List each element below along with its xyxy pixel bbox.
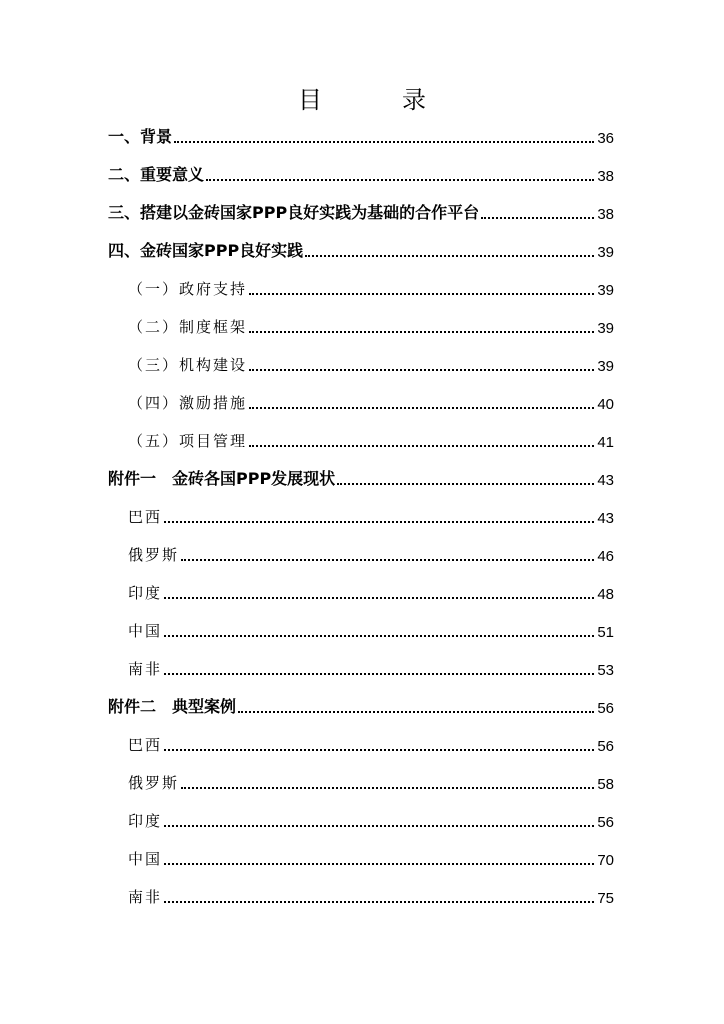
dot-leader (181, 558, 594, 561)
toc-entry-annex-1-china[interactable] (108, 611, 614, 649)
toc-entry-annex-1-brazil[interactable] (108, 497, 614, 535)
toc-page-number: 39 (597, 244, 614, 261)
toc-entry-label: （一）政府支持 (128, 280, 248, 298)
toc-entry-label: 俄罗斯 (128, 774, 180, 792)
toc-entry-label: （五）项目管理 (128, 432, 248, 450)
toc-entry-label: 南非 (128, 888, 163, 906)
toc-entry-good-practice[interactable] (108, 231, 614, 269)
dot-leader (249, 406, 594, 409)
toc-entry-label: （三）机构建设 (128, 356, 248, 374)
toc-page-number: 39 (597, 320, 614, 337)
toc-entry-annex-2-russia[interactable] (108, 763, 614, 801)
toc-entry-label: 巴西 (128, 736, 163, 754)
toc-page-number: 48 (597, 586, 614, 603)
toc-entry-annex-1-south-africa[interactable] (108, 649, 614, 687)
toc-page-number: 56 (597, 814, 614, 831)
dot-leader (238, 710, 594, 713)
toc-page-number: 70 (597, 852, 614, 869)
dot-leader (249, 368, 594, 371)
toc-entry-annex-2-china[interactable] (108, 839, 614, 877)
dot-leader (164, 862, 594, 865)
dot-leader (481, 216, 594, 219)
toc-page-number: 56 (597, 700, 614, 717)
toc-entry-annex-2[interactable] (108, 687, 614, 725)
toc-entry-label: 印度 (128, 812, 163, 830)
toc-entry-cooperation-platform[interactable] (108, 193, 614, 231)
toc-page-number: 46 (597, 548, 614, 565)
toc-page-number: 41 (597, 434, 614, 451)
toc-entry-label: 印度 (128, 584, 163, 602)
table-of-contents (108, 117, 614, 915)
toc-entry-annex-1-russia[interactable] (108, 535, 614, 573)
dot-leader (164, 672, 594, 675)
toc-entry-label: 中国 (128, 622, 163, 640)
toc-page-number: 36 (597, 130, 614, 147)
toc-entry-label: 附件一 金砖各国PPP发展现状 (108, 469, 336, 488)
toc-entry-annex-1-india[interactable] (108, 573, 614, 611)
toc-page-number: 51 (597, 624, 614, 641)
dot-leader (164, 900, 594, 903)
toc-entry-incentives[interactable] (108, 383, 614, 421)
toc-entry-annex-1[interactable] (108, 459, 614, 497)
toc-entry-government-support[interactable] (108, 269, 614, 307)
dot-leader (305, 254, 594, 257)
toc-page-number: 75 (597, 890, 614, 907)
toc-entry-project-management[interactable] (108, 421, 614, 459)
page-title: 目 录 (298, 86, 454, 114)
dot-leader (206, 178, 594, 181)
dot-leader (249, 444, 594, 447)
dot-leader (164, 748, 594, 751)
toc-entry-background[interactable] (108, 117, 614, 155)
toc-page-number: 40 (597, 396, 614, 413)
toc-page-number: 39 (597, 358, 614, 375)
toc-page-number: 43 (597, 510, 614, 527)
toc-entry-label: 二、重要意义 (108, 165, 205, 184)
dot-leader (164, 634, 594, 637)
dot-leader (249, 330, 594, 333)
dot-leader (164, 520, 594, 523)
toc-entry-label: 四、金砖国家PPP良好实践 (108, 241, 304, 260)
toc-entry-label: 巴西 (128, 508, 163, 526)
dot-leader (164, 824, 594, 827)
toc-entry-label: 南非 (128, 660, 163, 678)
toc-entry-label: 俄罗斯 (128, 546, 180, 564)
toc-entry-institution-building[interactable] (108, 345, 614, 383)
toc-entry-label: 三、搭建以金砖国家PPP良好实践为基础的合作平台 (108, 203, 480, 222)
toc-entry-annex-2-india[interactable] (108, 801, 614, 839)
toc-entry-institutional-framework[interactable] (108, 307, 614, 345)
dot-leader (337, 482, 594, 485)
toc-page-number: 38 (597, 168, 614, 185)
toc-entry-label: 中国 (128, 850, 163, 868)
toc-page-number: 53 (597, 662, 614, 679)
toc-page-number: 39 (597, 282, 614, 299)
toc-entry-label: 一、背景 (108, 127, 173, 146)
toc-entry-label: 附件二 典型案例 (108, 697, 237, 716)
toc-entry-annex-2-south-africa[interactable] (108, 877, 614, 915)
dot-leader (174, 140, 594, 143)
toc-entry-significance[interactable] (108, 155, 614, 193)
toc-entry-label: （四）激励措施 (128, 394, 248, 412)
toc-page-number: 58 (597, 776, 614, 793)
toc-entry-label: （二）制度框架 (128, 318, 248, 336)
toc-page-number: 56 (597, 738, 614, 755)
toc-page-number: 38 (597, 206, 614, 223)
toc-entry-annex-2-brazil[interactable] (108, 725, 614, 763)
dot-leader (164, 596, 594, 599)
dot-leader (181, 786, 594, 789)
toc-page-number: 43 (597, 472, 614, 489)
dot-leader (249, 292, 594, 295)
